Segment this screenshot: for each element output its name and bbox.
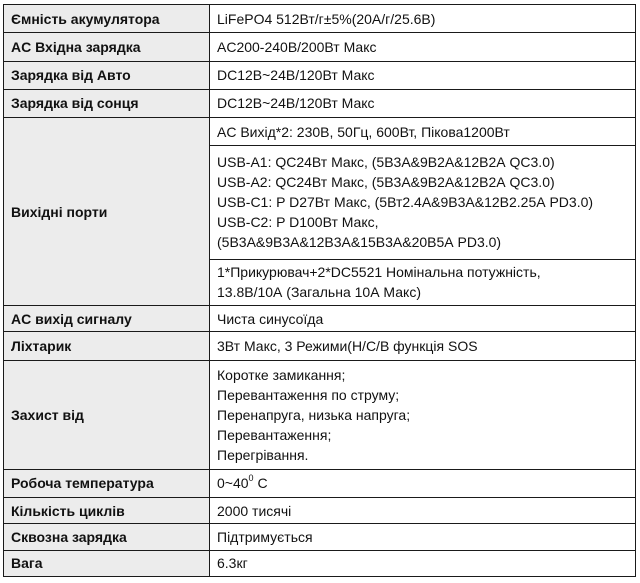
row-label: Зарядка від Авто <box>4 61 210 89</box>
temperature-unit: С <box>253 475 268 492</box>
degree-mark: 0 <box>248 473 254 484</box>
dc-line: 13.8В/10А (Загальна 10А Макс) <box>217 284 421 301</box>
table-row <box>4 33 636 61</box>
row-label: Захист від <box>4 360 210 469</box>
table-row <box>4 332 636 360</box>
table-row <box>4 61 636 89</box>
dc-output-value <box>210 259 636 305</box>
row-value: 2000 тисячі <box>210 498 636 524</box>
row-value: 3Вт Макс, 3 Режими(Н/С/В функція SOS <box>210 332 636 360</box>
usb-ports-value <box>210 146 636 259</box>
usb-line: USB-C1: P D27Вт Макс, (5Вт2.4А&9В3А&12В2.25А PD3.0) <box>217 194 594 211</box>
row-label: Ліхтарик <box>4 332 210 360</box>
table-row <box>4 118 636 146</box>
row-label: AC вихід сигналу <box>4 306 210 332</box>
row-label: Ємність акумулятора <box>4 5 210 33</box>
specifications-table <box>3 4 636 577</box>
usb-line: USB-A1: QC24Вт Макс, (5В3А&9В2А&12В2А QC3.0) <box>217 154 555 171</box>
row-value: DC12В~24В/120Вт Макс <box>210 89 636 117</box>
temperature-value <box>210 469 636 497</box>
protection-item: Перевантаження по струму; <box>217 386 400 403</box>
row-label: Сквозна зарядка <box>4 524 210 550</box>
row-value: 6.3кг <box>210 550 636 576</box>
row-label: Робоча температура <box>4 469 210 497</box>
row-label: Вага <box>4 550 210 576</box>
row-label: AC Вхідна зарядка <box>4 33 210 61</box>
row-value: DC12В~24В/120Вт Макс <box>210 61 636 89</box>
table-row <box>4 89 636 117</box>
row-label: Кількість циклів <box>4 498 210 524</box>
protection-list <box>210 360 636 469</box>
usb-line: (5В3А&9В3А&12В3А&15В3А&20В5А PD3.0) <box>217 234 502 251</box>
row-value: LiFePO4 512Вт/г±5%(20А/г/25.6В) <box>210 5 636 33</box>
ac-output-value: AC Вихід*2: 230В, 50Гц, 600Вт, Пікова1200Вт <box>210 118 636 146</box>
protection-item: Перегрівання. <box>217 446 309 463</box>
protection-item: Перевантаження; <box>217 426 332 443</box>
temperature-range: 0~40 <box>217 475 249 492</box>
protection-item: Перенапруга, низька напруга; <box>217 406 411 423</box>
protection-item: Коротке замикання; <box>217 366 346 383</box>
usb-line: USB-C2: P D100Вт Макс, <box>217 214 379 231</box>
row-value: Чиста синусоїда <box>210 306 636 332</box>
row-label: Вихідні порти <box>4 118 210 306</box>
row-value: Підтримується <box>210 524 636 550</box>
table-row <box>4 5 636 33</box>
table-row <box>4 524 636 550</box>
row-label: Зарядка від сонця <box>4 89 210 117</box>
table-row <box>4 498 636 524</box>
table-row <box>4 360 636 469</box>
usb-line: USB-A2: QC24Вт Макс, (5В3А&9В2А&12В2А QC3.0) <box>217 174 555 191</box>
table-row <box>4 306 636 332</box>
row-value: AC200-240В/200Вт Макс <box>210 33 636 61</box>
table-row <box>4 550 636 576</box>
table-row <box>4 469 636 497</box>
dc-line: 1*Прикурювач+2*DC5521 Номінальна потужність, <box>217 264 541 281</box>
